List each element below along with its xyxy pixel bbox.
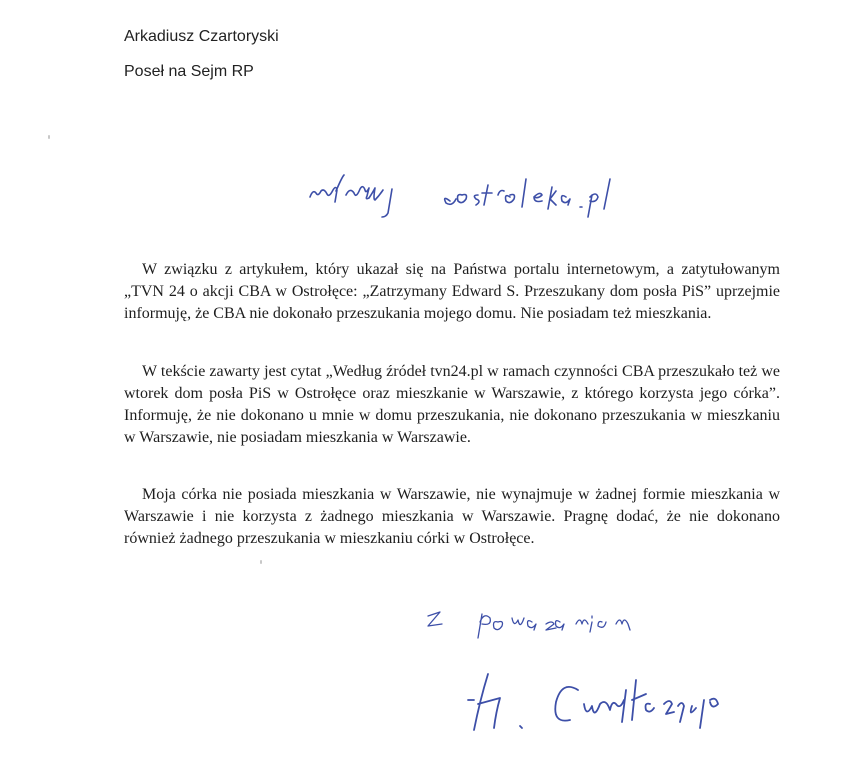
handwritten-signature [460,660,760,740]
sender-title: Poseł na Sejm RP [124,63,254,80]
handwritten-closing [420,600,700,650]
scan-speck [260,560,262,564]
sender-name: Arkadiusz Czartoryski [124,28,279,45]
scan-speck [48,135,50,139]
handwritten-addressee [300,165,720,225]
letter-paragraph: W związku z artykułem, który ukazał się na Państwa portalu internetowym, a zatytułowanym „TVN 24 o akcji CBA w Ostrołęce: „Zatrzymany Edward S. Przeszukany dom posła PiS” uprzejmie informuję, że CBA nie dokonało przeszukania mojego domu. Nie posiadam też mieszkania. [124,261,780,322]
letter-paragraph: W tekście zawarty jest cytat „Według źródeł tvn24.pl w ramach czynności CBA przeszukało też we wtorek dom posła PiS w Ostrołęce oraz mieszkanie w Warszawie, z którego korzysta jego córka”. Informuję, że nie dokonano u mnie w domu przeszukania, nie dokonano przeszukania w mieszkaniu w Warszawie, nie posiadam mieszkania w Warszawie. [124,363,780,446]
letter-paragraph: Moja córka nie posiada mieszkania w Warszawie, nie wynajmuje w żadnej formie mieszkania w Warszawie i nie korzysta z żadnego mieszkania w Warszawie. Pragnę dodać, że nie dokonano również żadnego przeszukania w mieszkaniu córki w Ostrołęce. [124,486,780,547]
